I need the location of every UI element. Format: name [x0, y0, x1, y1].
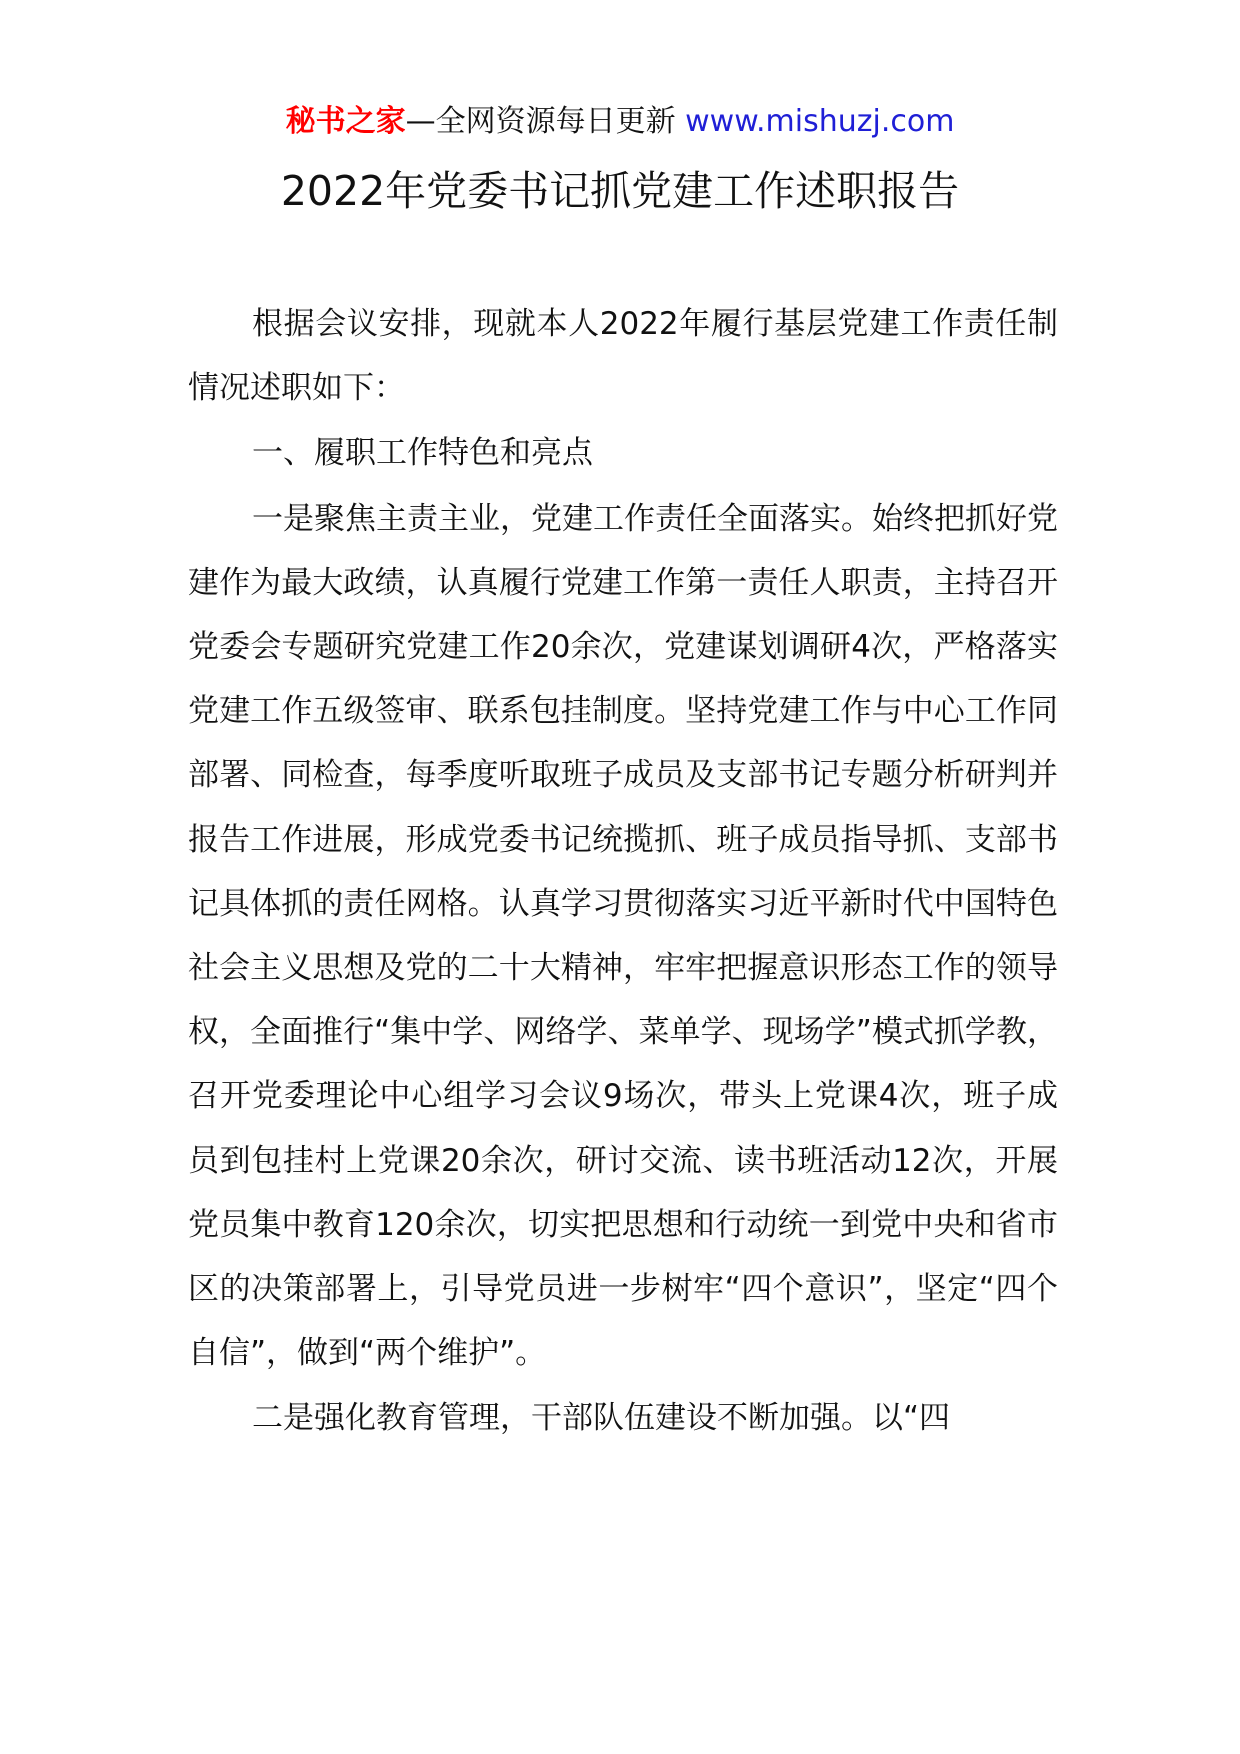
header-tagline: —全网资源每日更新	[405, 104, 686, 139]
site-url-link[interactable]: www.mishuzj.com	[685, 104, 955, 139]
document-body	[188, 292, 1058, 1451]
brand-name: 秘书之家	[285, 104, 406, 139]
section-heading: 一、履职工作特色和亮点	[252, 435, 593, 472]
document-title: 2022年党委书记抓党建工作述职报告	[280, 167, 960, 215]
paragraph-intro: 根据会议安排，现就本人2022年履行基层党建工作责任制情况述职如下：	[188, 306, 1058, 407]
page-header	[0, 100, 1240, 144]
paragraph-point-two: 二是强化教育管理，干部队伍建设不断加强。以“四	[252, 1400, 951, 1437]
paragraph-point-one: 一是聚焦主责主业，党建工作责任全面落实。始终把抓好党建作为最大政绩，认真履行党建工作第一责任人职责，主持召开党委会专题研究党建工作20余次，党建谋划调研4次，严格落实党建工作五级签审、联系包挂制度。坚持党建工作与中心工作同部署、同检查，每季度听取班子成员及支部书记专题分析研判并报告工作进展，形成党委书记统揽抓、班子成员指导抓、支部书记具体抓的责任网格。认真学习贯彻落实习近平新时代中国特色社会主义思想及党的二十大精神，牢牢把握意识形态工作的领导权，全面推行“集中学、网络学、菜单学、现场学”模式抓学教，召开党委理论中心组学习会议9场次，带头上党课4次，班子成员到包挂村上党课20余次，研讨交流、读书班活动12次，开展党员集中教育120余次，切实把思想和行动统一到党中央和省市区的决策部署上，引导党员进一步树牢“四个意识”，坚定“四个自信”，做到“两个维护”。	[188, 500, 1058, 1372]
